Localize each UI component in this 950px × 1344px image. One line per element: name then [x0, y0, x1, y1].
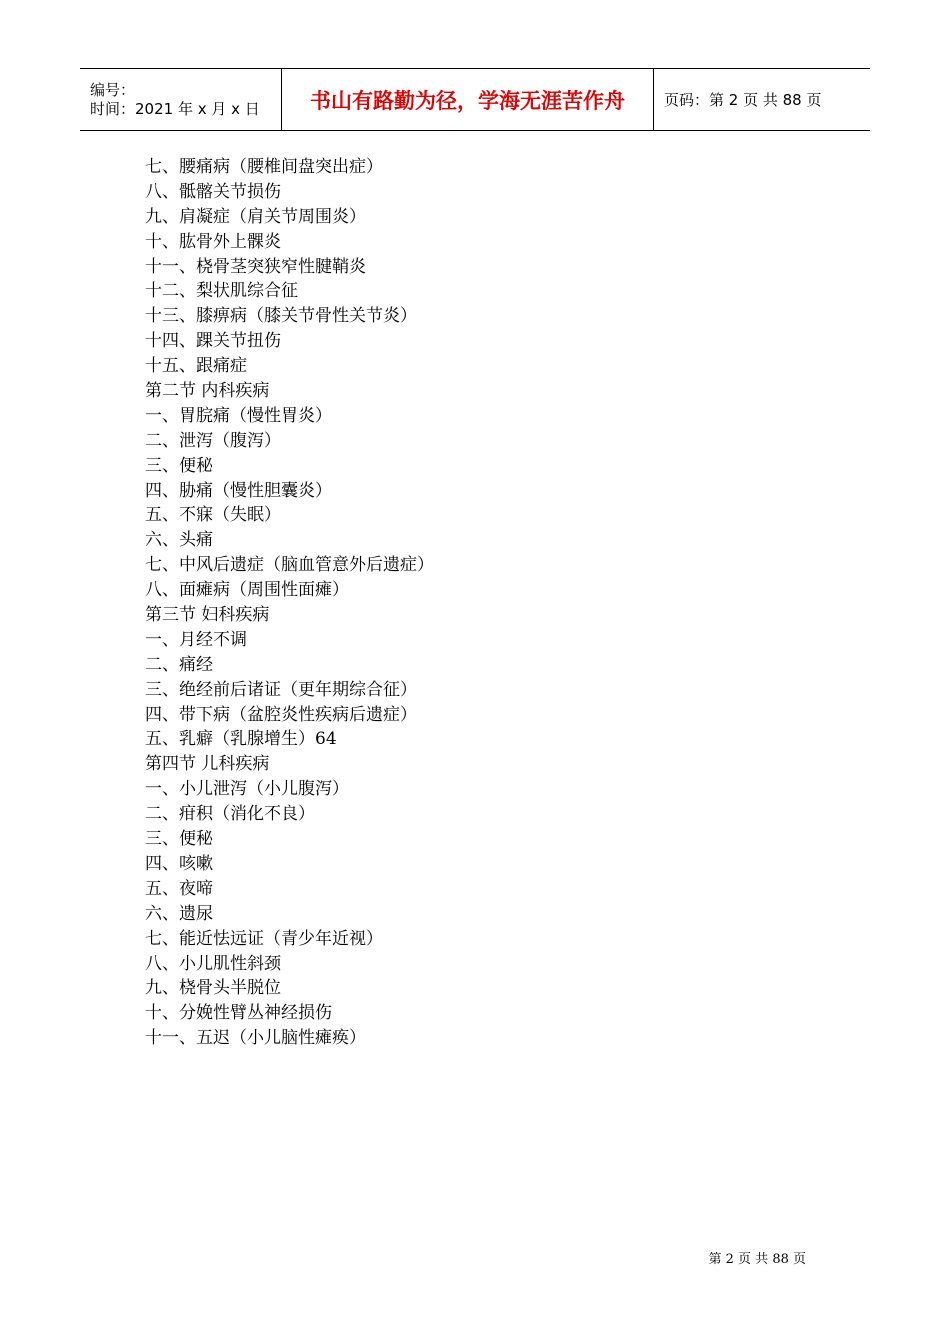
list-item: 六、头痛	[145, 530, 213, 551]
list-item: 十、分娩性臂丛神经损伤	[145, 1003, 332, 1024]
list-item: 十三、膝痹病（膝关节骨性关节炎）	[145, 306, 417, 327]
list-item: 六、遗尿	[145, 903, 213, 924]
list-item: 十一、桡骨茎突狭窄性腱鞘炎	[145, 256, 366, 277]
list-item: 一、胃脘痛（慢性胃炎）	[145, 405, 332, 426]
list-item: 十四、踝关节扭伤	[145, 331, 281, 352]
header-meta	[80, 69, 282, 130]
list-item: 三、绝经前后诸证（更年期综合征）	[145, 679, 417, 700]
list-item: 十二、梨状肌综合征	[145, 281, 298, 302]
list-item: 九、桡骨头半脱位	[145, 978, 281, 999]
list-item: 五、不寐（失眠）	[145, 505, 281, 526]
list-item: 五、夜啼	[145, 878, 213, 899]
document-body	[145, 155, 434, 1051]
header-page	[654, 69, 870, 130]
list-item: 二、泄泻（腹泻）	[145, 430, 281, 451]
list-item: 八、小儿肌性斜颈	[145, 953, 281, 974]
list-item: 十一、五迟（小儿脑性瘫痪）	[145, 1028, 366, 1049]
section-heading: 第四节 儿科疾病	[145, 754, 270, 775]
list-item: 四、胁痛（慢性胆囊炎）	[145, 480, 332, 501]
list-item: 二、痛经	[145, 654, 213, 675]
list-item: 二、疳积（消化不良）	[145, 804, 315, 825]
section-heading: 第二节 内科疾病	[145, 381, 270, 402]
list-item: 四、带下病（盆腔炎性疾病后遗症）	[145, 704, 417, 725]
header-page-label: 页码：第 2 页 共 88 页	[664, 91, 822, 109]
list-item: 三、便秘	[145, 455, 213, 476]
header-motto-text: 书山有路勤为径，学海无涯苦作舟	[310, 88, 625, 113]
header-motto	[282, 69, 654, 130]
page-header	[80, 68, 870, 131]
list-item: 十五、跟痛症	[145, 356, 247, 377]
section-heading: 第三节 妇科疾病	[145, 605, 270, 626]
list-item: 一、月经不调	[145, 629, 247, 650]
list-item: 八、骶髂关节损伤	[145, 181, 281, 202]
list-item: 七、能近怯远证（青少年近视）	[145, 928, 383, 949]
list-item: 七、腰痛病（腰椎间盘突出症）	[145, 157, 383, 177]
list-item: 五、乳癖（乳腺增生）64	[145, 729, 337, 750]
list-item: 八、面瘫病（周围性面瘫）	[145, 580, 349, 601]
list-item: 三、便秘	[145, 829, 213, 850]
list-item: 九、肩凝症（肩关节周围炎）	[145, 206, 366, 227]
list-item: 七、中风后遗症（脑血管意外后遗症）	[145, 555, 434, 576]
header-number-label: 编号：	[90, 80, 136, 99]
list-item: 一、小儿泄泻（小儿腹泻）	[145, 779, 349, 800]
page-footer: 第 2 页 共 88 页	[708, 1252, 806, 1267]
list-item: 十、肱骨外上髁炎	[145, 231, 281, 252]
list-item: 四、咳嗽	[145, 853, 213, 874]
header-time-label: 时间：2021 年 x 月 x 日	[90, 99, 260, 118]
